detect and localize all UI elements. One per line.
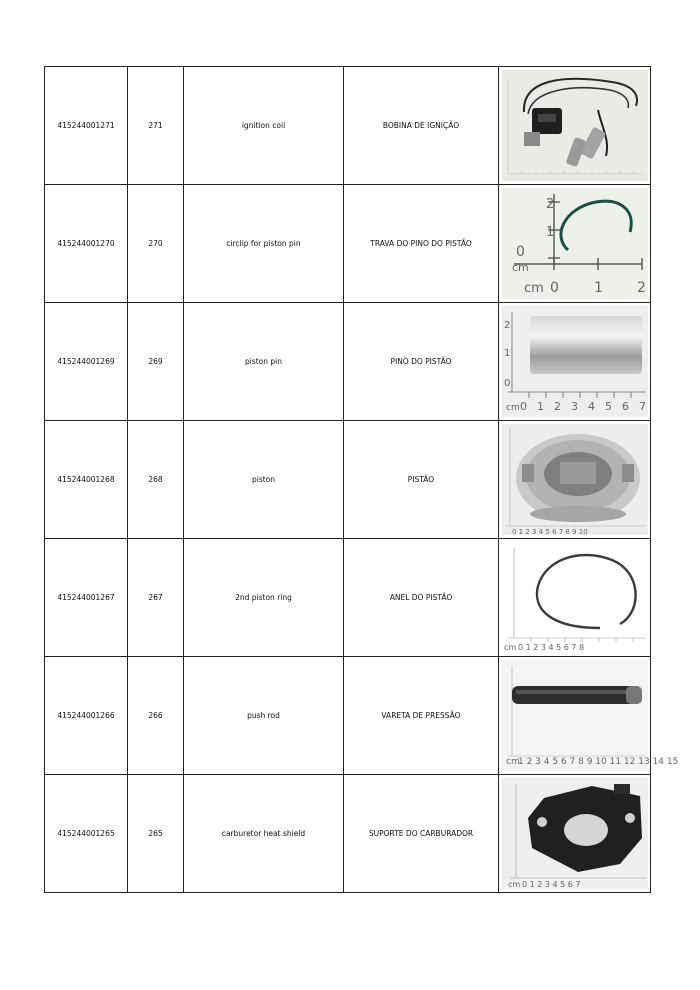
description-english: carburetor heat shield <box>184 775 344 893</box>
svg-text:2: 2 <box>503 320 510 331</box>
svg-text:0: 0 <box>503 378 510 389</box>
part-number: 415244001270 <box>45 185 128 303</box>
heat-shield-icon <box>502 778 648 889</box>
photo-cell <box>499 657 678 775</box>
table-row <box>45 185 651 303</box>
svg-text:6: 6 <box>621 400 629 413</box>
position-number: 268 <box>128 421 184 539</box>
svg-text:0 1 2 3 4 5: 0 1 2 3 4 5 6 7 <box>521 880 581 889</box>
description-english: circlip for piston pin <box>184 185 344 303</box>
svg-text:2: 2 <box>545 197 554 212</box>
ignition-coil-icon <box>502 70 648 181</box>
photo-cell <box>499 303 651 421</box>
description-portuguese: PISTÃO <box>344 421 499 539</box>
svg-text:3: 3 <box>570 400 578 413</box>
description-english: push rod <box>184 657 344 775</box>
position-number: 267 <box>128 539 184 657</box>
table-row <box>45 539 651 657</box>
svg-text:0 1 2 3 4 5 6 7 8 9: 0 1 2 3 4 5 6 7 8 9 10 <box>511 528 588 536</box>
description-english: ignition coil <box>184 67 344 185</box>
photo-cell <box>499 185 651 303</box>
push-rod-icon <box>502 660 678 771</box>
photo-cell <box>499 67 651 185</box>
svg-text:0 1 2 3 4 5: 0 1 2 3 4 5 6 7 8 <box>517 643 584 652</box>
svg-text:5: 5 <box>604 400 612 413</box>
position-number: 270 <box>128 185 184 303</box>
svg-text:1: 1 <box>545 225 554 240</box>
description-english: piston <box>184 421 344 539</box>
description-portuguese: VARETA DE PRESSÃO <box>344 657 499 775</box>
position-number: 269 <box>128 303 184 421</box>
photo-cell <box>499 775 651 893</box>
description-portuguese: ANEL DO PISTÃO <box>344 539 499 657</box>
piston-ring-icon <box>502 542 648 653</box>
ruler-unit-label: cm <box>523 281 544 296</box>
ruler-unit-label: cm <box>511 261 529 274</box>
part-number: 415244001268 <box>45 421 128 539</box>
part-number: 415244001266 <box>45 657 128 775</box>
svg-text:2: 2 <box>636 280 646 296</box>
ruler-unit-label: cm <box>505 403 520 413</box>
svg-text:1: 1 <box>593 280 603 296</box>
svg-text:1 2 3 4 5 6 7 8 9 10 11 12 13: 1 2 3 4 5 6 7 8 9 10 11 12 13 14 15 <box>517 757 678 767</box>
table-row <box>45 775 651 893</box>
svg-text:0: 0 <box>549 280 559 296</box>
description-english: piston pin <box>184 303 344 421</box>
svg-text:7: 7 <box>638 400 646 413</box>
ruler-unit-label: cm <box>503 643 516 652</box>
photo-cell <box>499 421 651 539</box>
svg-text:0: 0 <box>519 400 527 413</box>
circlip-icon <box>502 188 648 299</box>
description-portuguese: TRAVA DO PINO DO PISTÃO <box>344 185 499 303</box>
ruler-unit-label: cm <box>505 757 520 767</box>
position-number: 266 <box>128 657 184 775</box>
description-portuguese: PINO DO PISTÃO <box>344 303 499 421</box>
part-number: 415244001267 <box>45 539 128 657</box>
part-number: 415244001265 <box>45 775 128 893</box>
table-row <box>45 657 651 775</box>
svg-text:1: 1 <box>536 400 544 413</box>
ruler-unit-label: cm <box>507 880 520 889</box>
piston-pin-icon <box>502 306 648 417</box>
table-row <box>45 303 651 421</box>
position-number: 265 <box>128 775 184 893</box>
piston-icon <box>502 424 648 535</box>
description-portuguese: BOBINA DE IGNIÇÃO <box>344 67 499 185</box>
svg-text:0: 0 <box>515 244 525 260</box>
parts-table <box>44 66 678 893</box>
svg-text:4: 4 <box>587 400 595 413</box>
svg-text:1: 1 <box>503 348 510 359</box>
part-number: 415244001269 <box>45 303 128 421</box>
svg-text:2: 2 <box>553 400 561 413</box>
position-number: 271 <box>128 67 184 185</box>
description-portuguese: SUPORTE DO CARBURADOR <box>344 775 499 893</box>
description-english: 2nd piston ring <box>184 539 344 657</box>
photo-cell <box>499 539 651 657</box>
part-number: 415244001271 <box>45 67 128 185</box>
table-row <box>45 421 651 539</box>
table-row <box>45 67 651 185</box>
